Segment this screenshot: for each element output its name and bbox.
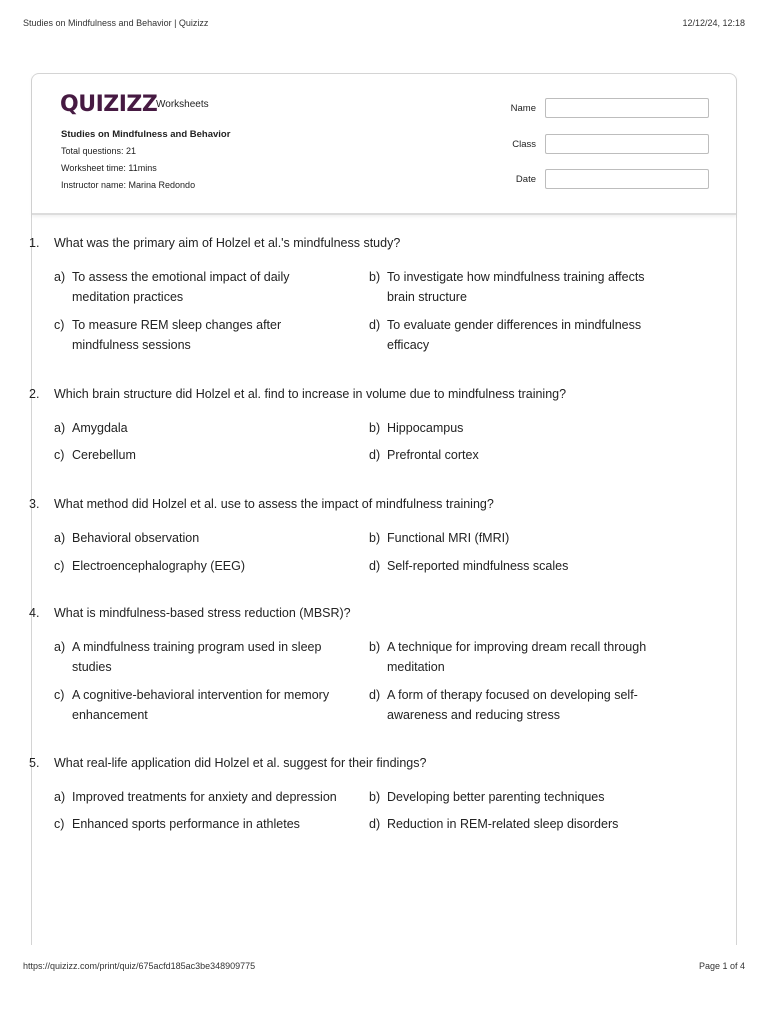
option-text: A form of therapy focused on developing self-awareness and reducing stress bbox=[387, 688, 638, 722]
question-text: Which brain structure did Holzel et al. find to increase in volume due to mindfulness training? bbox=[54, 387, 567, 401]
question-text: What method did Holzel et al. use to assess the impact of mindfulness training? bbox=[54, 497, 494, 511]
option-letter: a) bbox=[54, 421, 66, 435]
option-letter: a) bbox=[54, 531, 66, 545]
option-d bbox=[369, 315, 659, 355]
option-b bbox=[369, 637, 659, 677]
worksheets-label: Worksheets bbox=[156, 99, 209, 110]
question-number: 2. bbox=[29, 387, 40, 401]
date-field-row bbox=[492, 169, 709, 191]
option-text: A technique for improving dream recall through meditation bbox=[387, 640, 647, 674]
option-text: To evaluate gender differences in mindfulness efficacy bbox=[387, 318, 642, 352]
option-text: To assess the emotional impact of daily meditation practices bbox=[72, 270, 290, 304]
print-datetime: 12/12/24, 12:18 bbox=[682, 18, 745, 28]
question-number: 1. bbox=[29, 236, 40, 250]
option-letter: b) bbox=[369, 421, 381, 435]
option-text: Prefrontal cortex bbox=[387, 448, 479, 462]
question-number: 3. bbox=[29, 497, 40, 511]
option-a bbox=[54, 787, 344, 807]
option-letter: c) bbox=[54, 688, 65, 702]
option-text: Hippocampus bbox=[387, 421, 464, 435]
option-text: Behavioral observation bbox=[72, 531, 200, 545]
option-letter: a) bbox=[54, 270, 66, 284]
option-letter: d) bbox=[369, 318, 381, 332]
option-letter: b) bbox=[369, 270, 381, 284]
option-letter: b) bbox=[369, 640, 381, 654]
option-c bbox=[54, 814, 344, 834]
option-text: To investigate how mindfulness training affects brain structure bbox=[387, 270, 645, 304]
option-d bbox=[369, 445, 659, 465]
option-a bbox=[54, 528, 344, 548]
option-letter: d) bbox=[369, 448, 381, 462]
date-field[interactable] bbox=[545, 169, 709, 189]
option-a bbox=[54, 637, 344, 677]
question-text: What real-life application did Holzel et al. suggest for their findings? bbox=[54, 756, 427, 770]
option-letter: a) bbox=[54, 640, 66, 654]
option-letter: d) bbox=[369, 688, 381, 702]
option-a bbox=[54, 418, 344, 438]
print-footer bbox=[23, 961, 745, 975]
name-label: Name bbox=[510, 103, 536, 114]
option-letter: d) bbox=[369, 559, 381, 573]
class-field-row bbox=[492, 134, 709, 156]
option-a bbox=[54, 267, 344, 307]
option-text: To measure REM sleep changes after mindfulness sessions bbox=[72, 318, 282, 352]
option-text: Reduction in REM-related sleep disorders bbox=[387, 817, 619, 831]
option-b bbox=[369, 267, 659, 307]
option-c bbox=[54, 315, 344, 355]
print-page-title: Studies on Mindfulness and Behavior | Quizizz bbox=[23, 18, 209, 28]
option-letter: c) bbox=[54, 559, 65, 573]
name-field-row bbox=[492, 98, 709, 120]
option-text: Enhanced sports performance in athletes bbox=[72, 817, 300, 831]
option-letter: b) bbox=[369, 531, 381, 545]
option-text: Improved treatments for anxiety and depression bbox=[72, 790, 337, 804]
option-text: Amygdala bbox=[72, 421, 128, 435]
quizizz-logo bbox=[60, 92, 157, 118]
option-b bbox=[369, 528, 659, 548]
option-d bbox=[369, 814, 659, 834]
question-number: 5. bbox=[29, 756, 40, 770]
option-d bbox=[369, 556, 659, 576]
option-b bbox=[369, 418, 659, 438]
name-field[interactable] bbox=[545, 98, 709, 118]
option-letter: d) bbox=[369, 817, 381, 831]
date-label: Date bbox=[515, 174, 536, 185]
worksheet-time: Worksheet time: 11mins bbox=[61, 163, 157, 173]
option-c bbox=[54, 445, 344, 465]
option-c bbox=[54, 556, 344, 576]
instructor-name: Instructor name: Marina Redondo bbox=[61, 180, 196, 190]
option-text: Self-reported mindfulness scales bbox=[387, 559, 569, 573]
option-b bbox=[369, 787, 659, 807]
worksheet-title: Studies on Mindfulness and Behavior bbox=[61, 129, 231, 140]
question-text: What is mindfulness-based stress reduction (MBSR)? bbox=[54, 606, 351, 620]
option-letter: c) bbox=[54, 318, 65, 332]
option-text: A cognitive-behavioral intervention for memory enhancement bbox=[72, 688, 330, 722]
option-c bbox=[54, 685, 344, 725]
option-d bbox=[369, 685, 659, 725]
worksheet-header bbox=[32, 74, 736, 215]
option-text: A mindfulness training program used in sleep studies bbox=[72, 640, 322, 674]
logo-text: QUIZIZZ bbox=[60, 92, 158, 117]
option-text: Cerebellum bbox=[72, 448, 136, 462]
option-text: Developing better parenting techniques bbox=[387, 790, 605, 804]
option-letter: b) bbox=[369, 790, 381, 804]
question-number: 4. bbox=[29, 606, 40, 620]
print-header bbox=[23, 18, 745, 32]
class-label: Class bbox=[512, 139, 536, 150]
quiz-url-link[interactable]: https://quizizz.com/print/quiz/675acfd185ac3be348909775 bbox=[23, 961, 256, 971]
total-questions: Total questions: 21 bbox=[61, 146, 137, 156]
question-text: What was the primary aim of Holzel et al.'s mindfulness study? bbox=[54, 236, 401, 250]
option-text: Functional MRI (fMRI) bbox=[387, 531, 510, 545]
class-field[interactable] bbox=[545, 134, 709, 154]
option-letter: c) bbox=[54, 448, 65, 462]
option-letter: c) bbox=[54, 817, 65, 831]
option-text: Electroencephalography (EEG) bbox=[72, 559, 246, 573]
option-letter: a) bbox=[54, 790, 66, 804]
page-indicator: Page 1 of 4 bbox=[698, 961, 745, 971]
